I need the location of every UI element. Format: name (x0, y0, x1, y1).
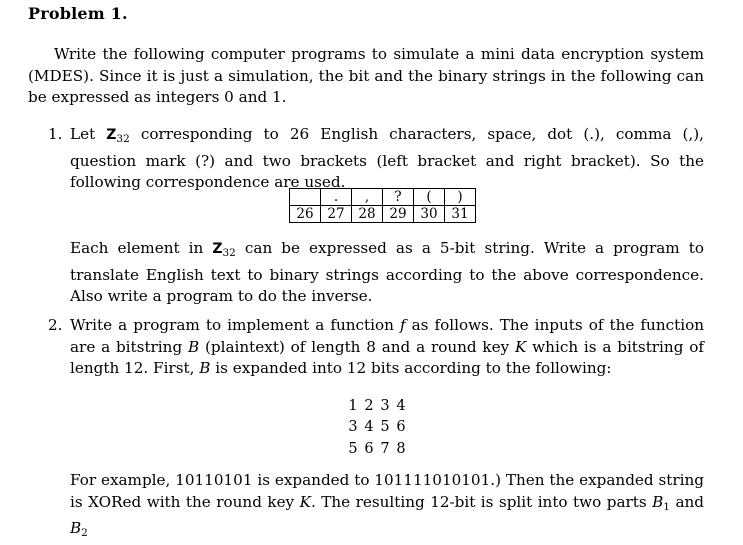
item-2-text: Write a program to implement a function f as follows. The inputs of the function are a bitstring B (plaintext) of length 8 and a round key K which is a bitstring of length 12. First, B is expanded into 12 bits according to the following: (70, 316, 704, 377)
expansion-row: 3 4 5 6 (348, 419, 406, 436)
list-item-1 (48, 124, 704, 194)
symbol-cell: , (352, 189, 383, 206)
symbol-row (290, 189, 476, 206)
symbol-cell (290, 189, 321, 206)
symbol-cell: . (321, 189, 352, 206)
item-2-continuation: For example, 10110101 is expanded to 101111010101.) Then the expanded string is XORed with the round key K. The resulting 12-bit is split into two parts $B_1$ and $B_2$ (70, 471, 704, 539)
intro-paragraph: Write the following computer programs to simulate a mini data encryption system (MDES). Since it is just a simulation, the bit and the binary strings in the following can be expressed as integers 0 and 1. (28, 45, 704, 106)
symbol-cell: ? (383, 189, 414, 206)
expansion-row: 5 6 7 8 (348, 440, 406, 457)
expansion-table (345, 396, 409, 460)
code-cell: 29 (383, 206, 414, 223)
item-number: 2. (48, 316, 63, 334)
item-number: 1. (48, 125, 63, 143)
item-1-continuation: Each element in $Z_{32}$ can be expressed as a 5-bit string. Write a program to translate English text to binary strings according to the above correspondence. Also write a program to do the inverse. (70, 239, 704, 305)
item-1-text: Let $Z_{32}$ corresponding to 26 English characters, space, dot (.), comma (,), question mark (?) and two brackets (left bracket and right bracket). So the following correspondence are used. (70, 125, 704, 191)
code-cell: 28 (352, 206, 383, 223)
code-cell: 31 (445, 206, 476, 223)
code-cell: 26 (290, 206, 321, 223)
symbol-cell: ( (414, 189, 445, 206)
symbol-cell: ) (445, 189, 476, 206)
code-row (290, 206, 476, 223)
code-cell: 30 (414, 206, 445, 223)
list-item-2 (48, 315, 704, 380)
problem-title: Problem 1. (28, 4, 128, 23)
expansion-row: 1 2 3 4 (348, 398, 406, 414)
correspondence-table (289, 188, 476, 223)
code-cell: 27 (321, 206, 352, 223)
